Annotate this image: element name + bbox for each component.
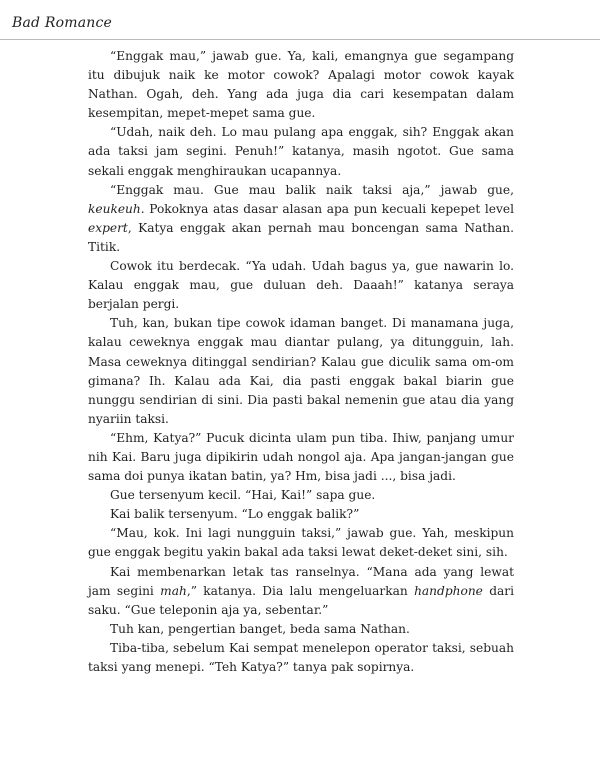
text-segment: Tuh kan, pengertian banget, beda sama Nathan. [110,621,410,636]
text-segment: , Katya enggak akan pernah mau boncengan sama Nathan. Titik. [88,220,514,254]
paragraph [88,505,514,524]
text-segment: Tuh, kan, bukan tipe cowok idaman banget. Di manamana juga, kalau ceweknya enggak mau diantar pulang, ya ditungguin, lah. Masa ceweknya ditinggal sendirian? Kalau gue diculik sama om-om gimana? Ih. Kalau ada Kai, dia pasti enggak bakal biarin gue nunggu sendirian di sini. Dia pasti bakal nemenin gue atau dia yang nyariin taksi. [88,316,514,426]
paragraph [88,181,514,257]
paragraph [88,123,514,180]
text-segment: “Enggak mau,” jawab gue. Ya, kali, emangnya gue segampang itu dibujuk naik ke motor cowok? Apalagi motor cowok kayak Nathan. Ogah, deh. Yang ada juga dia cari kesempatan dalam kesempitan, mepet-mepet sama gue. [88,49,514,121]
paragraph [88,524,514,562]
italic-text-segment: expert [88,220,128,235]
paragraph [88,620,514,639]
header-divider [0,39,600,40]
running-header [0,0,600,42]
paragraph [88,639,514,677]
book-title: Bad Romance [12,15,112,31]
text-segment: dari saku. “Gue teleponin aja ya, sebentar.” [88,583,515,617]
text-segment: Gue tersenyum kecil. “Hai, Kai!” sapa gue. [110,488,376,503]
italic-text-segment: keukeuh [88,201,141,216]
page-body-text [88,47,514,677]
text-segment: Kai balik tersenyum. “Lo enggak balik?” [110,507,360,522]
text-segment: Kai membenarkan letak tas ranselnya. “Mana ada yang lewat jam segini [88,564,514,598]
text-segment: . Pokoknya atas dasar alasan apa pun kecuali kepepet level [140,201,514,216]
text-segment: Cowok itu berdecak. “Ya udah. Udah bagus ya, gue nawarin lo. Kalau enggak mau, gue duluan deh. Daaah!” katanya seraya berjalan pergi. [88,259,514,312]
italic-text-segment: mah [160,583,187,598]
text-segment: ,” katanya. Dia lalu mengeluarkan [186,583,415,598]
paragraph [88,429,514,486]
text-segment: Tiba-tiba, sebelum Kai sempat menelepon operator taksi, sebuah taksi yang menepi. “Teh Katya?” tanya pak sopirnya. [88,640,514,674]
text-segment: “Ehm, Katya?” Pucuk dicinta ulam pun tiba. Ihiw, panjang umur nih Kai. Baru juga dipikirin udah nongol aja. Apa jangan-jangan gue sama doi punya ikatan batin, ya? Hm, bisa jadi ..., bisa jadi. [88,430,514,484]
paragraph [88,47,514,123]
text-segment: “Mau, kok. Ini lagi nungguin taksi,” jawab gue. Yah, meskipun gue enggak begitu yakin bakal ada taksi lewat deket-deket sini, sih. [88,526,514,560]
text-segment: “Enggak mau. Gue mau balik naik taksi aja,” jawab gue, [110,182,514,197]
italic-text-segment: handphone [414,583,483,598]
paragraph [88,257,514,314]
paragraph [88,314,514,429]
paragraph [88,486,514,505]
paragraph [88,563,514,620]
text-segment: “Udah, naik deh. Lo mau pulang apa enggak, sih? Enggak akan ada taksi jam segini. Penuh!” katanya, masih ngotot. Gue sama sekali enggak menghiraukan ucapannya. [88,125,514,178]
